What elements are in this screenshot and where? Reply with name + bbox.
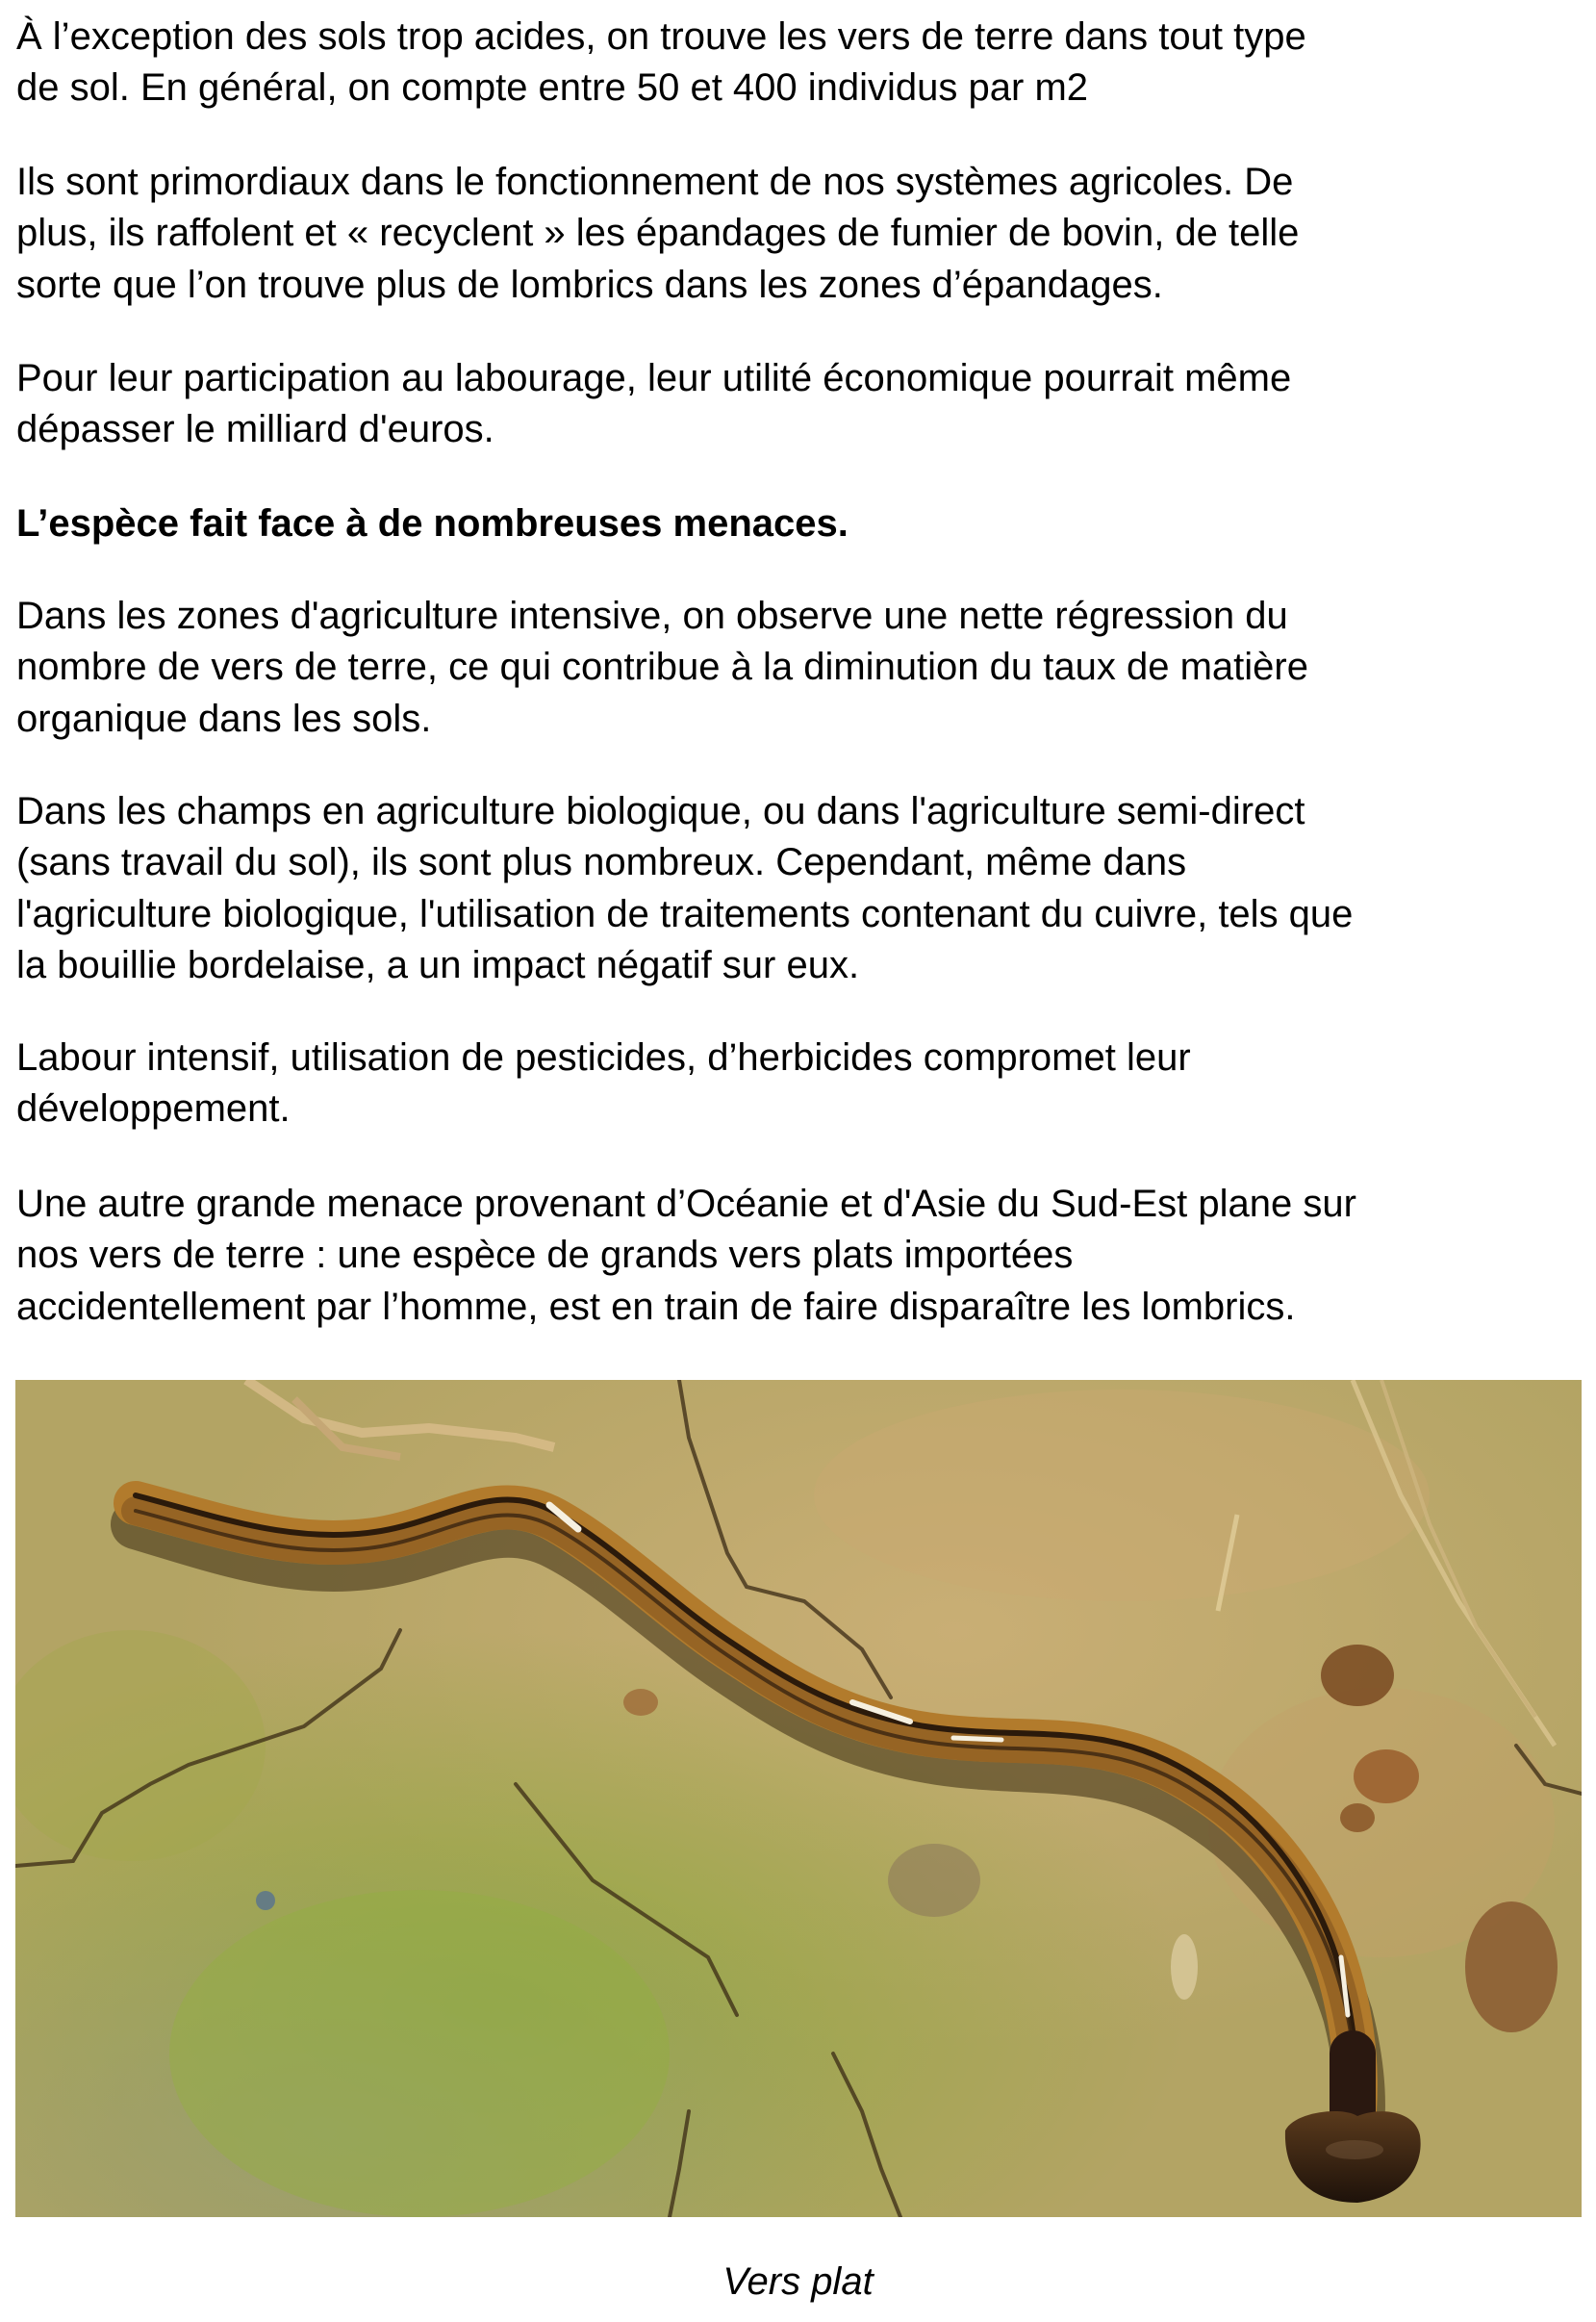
text-line: nos vers de terre : une espèce de grands vers plats importées <box>16 1234 1074 1277</box>
text-line: Une autre grande menace provenant d’Océanie et d'Asie du Sud-Est plane sur <box>16 1183 1356 1225</box>
text-line: la bouillie bordelaise, a un impact négatif sur eux. <box>16 943 860 986</box>
text-line: Pour leur participation au labourage, leur utilité économique pourrait même <box>16 357 1292 399</box>
paragraph-agriculture-role <box>16 157 1299 311</box>
paragraph-economic-value <box>16 353 1291 456</box>
flatworm-photo <box>15 1380 1582 2217</box>
text-line: plus, ils raffolent et « recyclent » les épandages de fumier de bovin, de telle <box>16 212 1300 255</box>
text-line: nombre de vers de terre, ce qui contribue à la diminution du taux de matière <box>16 646 1308 689</box>
text-line: l'agriculture biologique, l'utilisation de traitements contenant du cuivre, tels que <box>16 892 1354 935</box>
figure-caption: Vers plat <box>722 2260 874 2303</box>
text-line: Labour intensif, utilisation de pesticides, d’herbicides compromet leur <box>16 1036 1191 1079</box>
paragraph-flatworm-threat <box>16 1179 1356 1333</box>
text-line: de sol. En général, on compte entre 50 et 400 individus par m2 <box>16 66 1089 110</box>
paragraph-soil-presence <box>16 12 1306 115</box>
text-line: Dans les zones d'agriculture intensive, on observe une nette régression du <box>16 595 1288 637</box>
text-line: Ils sont primordiaux dans le fonctionnement de nos systèmes agricoles. De <box>16 161 1294 203</box>
moss-patch <box>169 1890 670 2217</box>
text-line: À l’exception des sols trop acides, on trouve les vers de terre dans tout type <box>16 15 1306 58</box>
paragraph-tillage-pesticides <box>16 1033 1191 1135</box>
text-line: (sans travail du sol), ils sont plus nombreux. Cependant, même dans <box>16 841 1187 884</box>
section-heading <box>16 498 849 549</box>
text-line: dépasser le milliard d'euros. <box>16 408 494 451</box>
text-line: organique dans les sols. <box>16 697 432 740</box>
text-line: accidentellement par l’homme, est en train de faire disparaître les lombrics. <box>16 1285 1296 1328</box>
text-line: sorte que l’on trouve plus de lombrics dans les zones d’épandages. <box>16 263 1163 306</box>
flatworm-illustration <box>15 1380 1582 2217</box>
paragraph-organic-farming <box>16 786 1353 991</box>
text-line: développement. <box>16 1087 291 1131</box>
text-line: Dans les champs en agriculture biologique, ou dans l'agriculture semi-direct <box>16 790 1305 832</box>
paragraph-intensive-agriculture <box>16 591 1308 745</box>
heading-threats: L’espèce fait face à de nombreuses menaces. <box>16 502 849 545</box>
